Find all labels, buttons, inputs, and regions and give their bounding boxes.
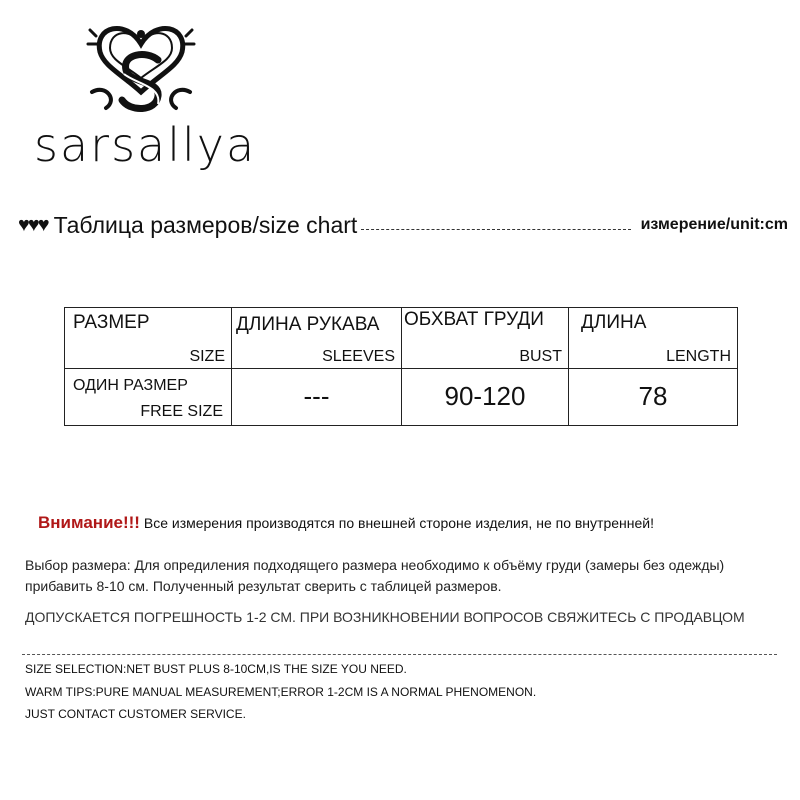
cell-length-value: 78 xyxy=(638,381,668,411)
en-note-warm-tips: WARM TIPS:PURE MANUAL MEASUREMENT;ERROR 1-2CM IS A NORMAL PHENOMENON. xyxy=(25,685,537,699)
header-sleeves-ru: ДЛИНА РУКАВА xyxy=(236,314,380,335)
header-sleeves-en: SLEEVES xyxy=(322,348,395,365)
cell-bust-value: 90-120 xyxy=(444,381,526,411)
en-note-size-selection: SIZE SELECTION:NET BUST PLUS 8-10CM,IS THE SIZE YOU NEED. xyxy=(25,662,407,676)
unit-label: измерение/unit:cm xyxy=(640,216,788,233)
size-chart-heading xyxy=(18,208,788,242)
header-bust xyxy=(402,308,569,369)
dashed-divider xyxy=(361,229,630,230)
cell-size-ru: ОДИН РАЗМЕР xyxy=(73,377,188,394)
size-chart-title: Таблица размеров/size chart xyxy=(53,211,358,238)
cell-size-en: FREE SIZE xyxy=(140,403,223,420)
cell-size xyxy=(65,369,232,426)
brand-name: sarsallya xyxy=(34,118,257,172)
hearts-icon: ♥♥♥ xyxy=(18,213,48,236)
size-selection-note: Выбор размера: Для опредиления подходящего размера необходимо к объёму груди (замеры без одежды) прибавить 8-10 см. Полученный результат сверить с таблицей размеров. xyxy=(25,557,725,594)
table-row xyxy=(65,369,738,426)
header-bust-en: BUST xyxy=(519,348,562,365)
header-bust-ru: ОБХВАТ ГРУДИ xyxy=(404,309,544,330)
header-length-ru: ДЛИНА xyxy=(581,312,647,333)
header-size xyxy=(65,308,232,369)
attention-note xyxy=(38,513,654,533)
en-note-contact: JUST CONTACT CUSTOMER SERVICE. xyxy=(25,707,246,721)
cell-length xyxy=(569,369,738,426)
cell-bust xyxy=(402,369,569,426)
attention-label: Внимание!!! xyxy=(38,513,140,532)
attention-text: Все измерения производятся по внешней стороне изделия, не по внутренней! xyxy=(139,515,654,531)
cell-sleeves xyxy=(232,369,402,426)
table-header-row xyxy=(65,308,738,369)
heart-monogram-icon xyxy=(86,14,196,124)
size-table xyxy=(64,307,738,426)
tolerance-note: ДОПУСКАЕТСЯ ПОГРЕШНОСТЬ 1-2 СМ. ПРИ ВОЗНИКНОВЕНИИ ВОПРОСОВ СВЯЖИТЕСЬ С ПРОДАВЦОМ xyxy=(25,609,745,625)
header-size-ru: РАЗМЕР xyxy=(73,312,150,333)
header-length-en: LENGTH xyxy=(666,348,731,365)
notes-divider xyxy=(22,654,777,655)
header-sleeves xyxy=(232,308,402,369)
header-length xyxy=(569,308,738,369)
header-size-en: SIZE xyxy=(189,348,225,365)
cell-sleeves-value: --- xyxy=(303,381,330,411)
